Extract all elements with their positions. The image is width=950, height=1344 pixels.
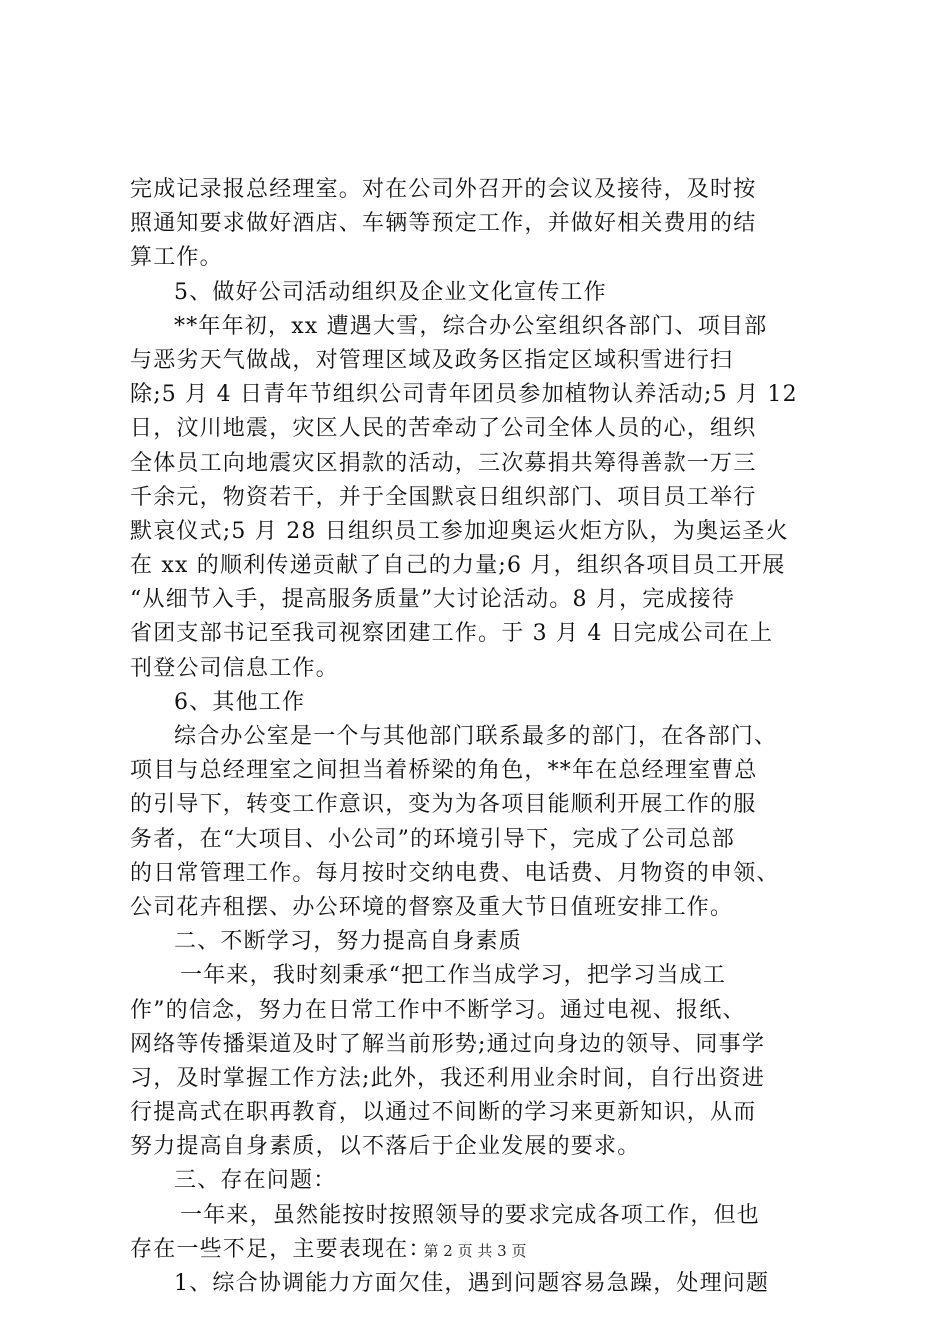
text-line: 一年来，虽然能按时按照领导的要求完成各项工作，但也 <box>180 1202 761 1228</box>
section-heading: 5、做好公司活动组织及企业文化宣传工作 <box>174 279 607 305</box>
text-line: 的日常管理工作。每月按时交纳电费、电话费、月物资的申领、 <box>130 860 780 886</box>
page-number-footer: 第 2 页 共 3 页 <box>423 1242 527 1260</box>
text-line: 全体员工向地震灾区捐款的活动，三次募捐共筹得善款一万三 <box>130 450 757 476</box>
text-line: 项目与总经理室之间担当着桥梁的角色，**年在总经理室曹总 <box>130 758 758 784</box>
text-line: 务者，在“大项目、小公司”的环境引导下，完成了公司总部 <box>130 826 735 852</box>
text-line: 网络等传播渠道及时了解当前形势;通过向身边的领导、同事学 <box>130 1031 766 1057</box>
text-line: 刊登公司信息工作。 <box>130 655 339 681</box>
text-line: 努力提高自身素质，以不落后于企业发展的要求。 <box>130 1134 641 1160</box>
text-line: 除;5 月 4 日青年节组织公司青年团员参加植物认养活动;5 月 12 <box>130 382 798 408</box>
text-line: 一年来，我时刻秉承“把工作当成学习，把学习当成工 <box>180 963 727 989</box>
text-line: 省团支部书记至我司视察团建工作。于 3 月 4 日完成公司在上 <box>130 621 774 647</box>
text-line: 默哀仪式;5 月 28 日组织员工参加迎奥运火炬方队，为奥运圣火 <box>130 518 789 544</box>
text-line: 习，及时掌握工作方法;此外，我还利用业余时间，自行出资进 <box>130 1065 766 1091</box>
text-line: 综合办公室是一个与其他部门联系最多的部门，在各部门、 <box>174 724 778 749</box>
section-heading: 二、不断学习，努力提高自身素质 <box>174 929 523 955</box>
text-line: “从细节入手，提高服务质量”大讨论活动。8 月，完成接待 <box>130 587 736 613</box>
text-line: 1、综合协调能力方面欠佳，遇到问题容易急躁，处理问题 <box>174 1271 770 1296</box>
text-line: 作”的信念，努力在日常工作中不断学习。通过电视、报纸、 <box>130 997 746 1023</box>
text-line: 千余元，物资若干，并于全国默哀日组织部门、项目员工举行 <box>130 484 757 510</box>
text-line: 存在一些不足，主要表现在： <box>130 1236 432 1262</box>
text-line: 的引导下，转变工作意识，变为为各项目能顺利开展工作的服 <box>130 792 757 818</box>
section-heading: 三、存在问题： <box>174 1168 337 1194</box>
text-line: 公司花卉租摆、办公环境的督察及重大节日值班安排工作。 <box>130 894 734 920</box>
text-line: 在 xx 的顺利传递贡献了自己的力量;6 月，组织各项目员工开展 <box>130 553 786 579</box>
text-line: 日，汶川地震，灾区人民的苦牵动了公司全体人员的心，组织 <box>130 416 757 442</box>
section-heading: 6、其他工作 <box>174 689 306 715</box>
text-line: **年年初，xx 遭遇大雪，综合办公室组织各部门、项目部 <box>174 313 768 339</box>
text-line: 算工作。 <box>130 245 223 271</box>
text-line: 行提高式在职再教育，以通过不间断的学习来更新知识，从而 <box>130 1100 757 1126</box>
text-line: 照通知要求做好酒店、车辆等预定工作，并做好相关费用的结 <box>130 211 757 237</box>
document-body <box>130 173 840 1301</box>
text-line: 完成记录报总经理室。对在公司外召开的会议及接待，及时按 <box>130 177 757 202</box>
text-line: 与恶劣天气做战，对管理区域及政务区指定区域积雪进行扫 <box>130 347 734 373</box>
